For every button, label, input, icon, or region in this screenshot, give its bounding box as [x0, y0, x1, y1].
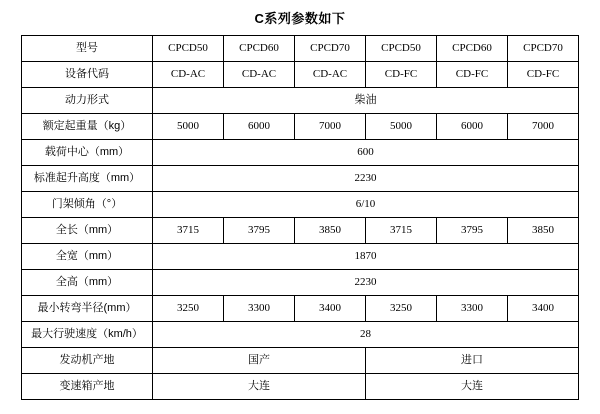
row-label: 动力形式: [22, 88, 153, 114]
spec-table: [21, 35, 579, 400]
header-model-3: CPCD70: [295, 36, 366, 62]
row-half-cell-right: 进口: [366, 348, 579, 374]
row-cell: 3250: [366, 296, 437, 322]
row-cell: 7000: [295, 114, 366, 140]
table-row: [22, 244, 579, 270]
row-merged-cell: 1870: [153, 244, 579, 270]
spec-table-body: [22, 36, 579, 400]
row-label: 最大行驶速度（km/h）: [22, 322, 153, 348]
row-merged-cell: 柴油: [153, 88, 579, 114]
header-label-cell: 型号: [22, 36, 153, 62]
row-label: 设备代码: [22, 62, 153, 88]
row-cell: 3850: [295, 218, 366, 244]
table-row: [22, 140, 579, 166]
row-label: 发动机产地: [22, 348, 153, 374]
row-label: 标准起升高度（mm）: [22, 166, 153, 192]
row-cell: 3795: [224, 218, 295, 244]
row-label: 最小转弯半径(mm）: [22, 296, 153, 322]
table-row: [22, 62, 579, 88]
row-cell: CD-AC: [153, 62, 224, 88]
table-row: [22, 88, 579, 114]
row-cell: 5000: [153, 114, 224, 140]
row-cell: 3300: [437, 296, 508, 322]
row-label: 变速箱产地: [22, 374, 153, 400]
table-row: [22, 374, 579, 400]
header-model-1: CPCD50: [153, 36, 224, 62]
table-row: [22, 348, 579, 374]
row-label: 载荷中心（mm）: [22, 140, 153, 166]
row-cell: 3715: [153, 218, 224, 244]
row-label: 全高（mm）: [22, 270, 153, 296]
header-model-4: CPCD50: [366, 36, 437, 62]
row-merged-cell: 600: [153, 140, 579, 166]
table-row: [22, 114, 579, 140]
page-title: C系列参数如下: [254, 11, 346, 26]
row-cell: 6000: [224, 114, 295, 140]
header-model-6: CPCD70: [508, 36, 579, 62]
row-cell: CD-FC: [437, 62, 508, 88]
row-merged-cell: 2230: [153, 270, 579, 296]
table-row: [22, 166, 579, 192]
table-row: [22, 270, 579, 296]
row-cell: 7000: [508, 114, 579, 140]
row-label: 全长（mm）: [22, 218, 153, 244]
table-row: [22, 192, 579, 218]
row-label: 全宽（mm）: [22, 244, 153, 270]
row-cell: CD-AC: [295, 62, 366, 88]
table-row: [22, 218, 579, 244]
row-merged-cell: 2230: [153, 166, 579, 192]
row-cell: CD-FC: [508, 62, 579, 88]
row-cell: 5000: [366, 114, 437, 140]
row-half-cell-right: 大连: [366, 374, 579, 400]
row-cell: CD-FC: [366, 62, 437, 88]
row-label: 额定起重量（kg）: [22, 114, 153, 140]
row-cell: 3250: [153, 296, 224, 322]
row-merged-cell: 6/10: [153, 192, 579, 218]
row-cell: 6000: [437, 114, 508, 140]
row-cell: 3795: [437, 218, 508, 244]
row-label: 门架倾角（°）: [22, 192, 153, 218]
row-cell: 3715: [366, 218, 437, 244]
row-cell: CD-AC: [224, 62, 295, 88]
row-cell: 3400: [508, 296, 579, 322]
table-header-row: [22, 36, 579, 62]
row-cell: 3400: [295, 296, 366, 322]
row-cell: 3850: [508, 218, 579, 244]
row-half-cell-left: 大连: [153, 374, 366, 400]
header-model-2: CPCD60: [224, 36, 295, 62]
row-merged-cell: 28: [153, 322, 579, 348]
row-cell: 3300: [224, 296, 295, 322]
header-model-5: CPCD60: [437, 36, 508, 62]
table-row: [22, 296, 579, 322]
table-row: [22, 322, 579, 348]
row-half-cell-left: 国产: [153, 348, 366, 374]
